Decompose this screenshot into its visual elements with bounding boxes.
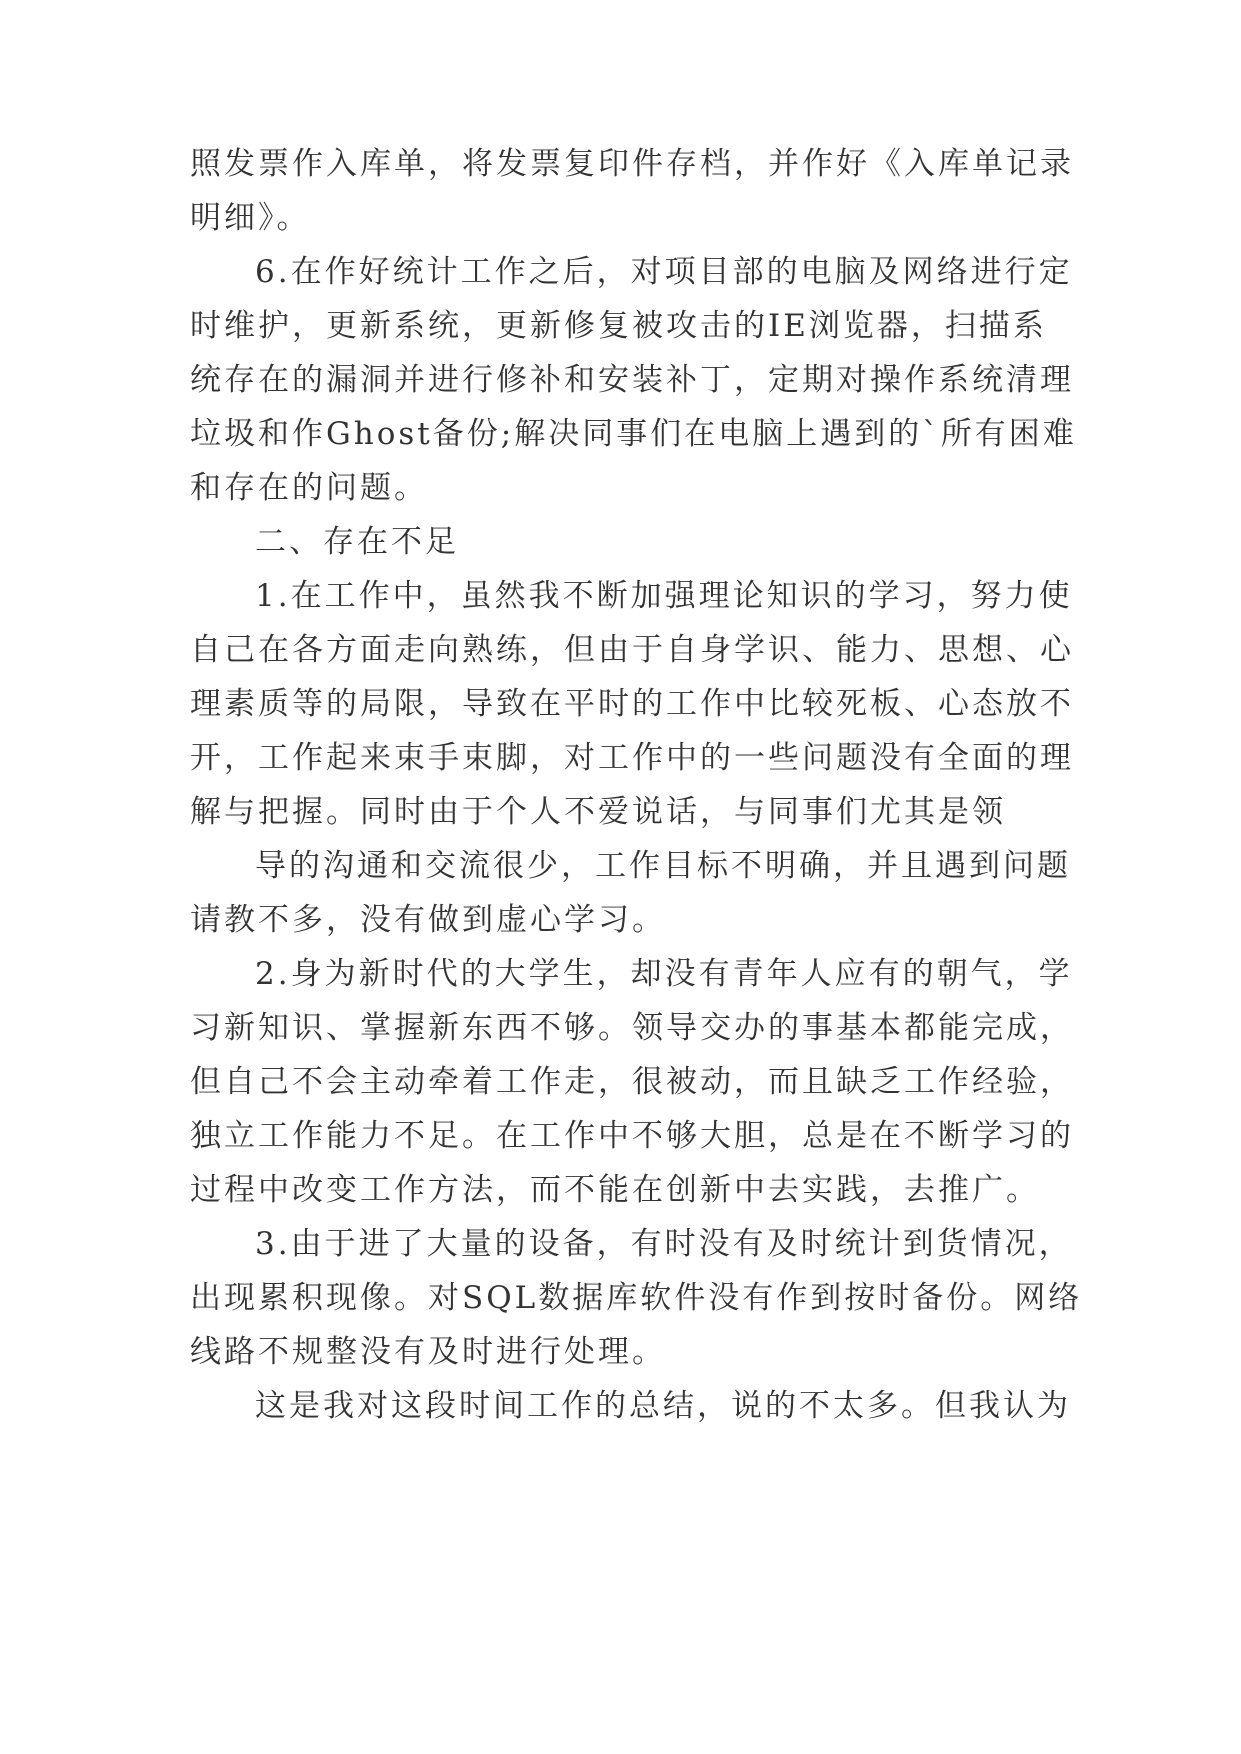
text-line: 独立工作能力不足。在工作中不够大胆，总是在不断学习的	[190, 1118, 1074, 1154]
text-line: 解与把握。同时由于个人不爱说话，与同事们尤其是领	[190, 794, 1006, 830]
text-line: 1.在工作中，虽然我不断加强理论知识的学习，努力使	[255, 578, 1073, 614]
text-line: 照发票作入库单，将发票复印件存档，并作好《入库单记录	[190, 146, 1074, 182]
section-heading: 二、存在不足	[255, 524, 459, 560]
text-line: 习新知识、掌握新东西不够。领导交办的事基本都能完成，	[190, 1010, 1074, 1046]
text-line: 2.身为新时代的大学生，却没有青年人应有的朝气，学	[255, 956, 1073, 992]
text-line: 请教不多，没有做到虚心学习。	[190, 902, 666, 938]
text-line: 自己在各方面走向熟练，但由于自身学识、能力、思想、心	[190, 632, 1074, 668]
text-line: 明细》。	[190, 200, 311, 236]
text-line: 3.由于进了大量的设备，有时没有及时统计到货情况，	[255, 1226, 1073, 1262]
text-line: 垃圾和作Ghost备份;解决同事们在电脑上遇到的`所有困难	[190, 416, 1077, 452]
text-line: 6.在作好统计工作之后，对项目部的电脑及网络进行定	[255, 254, 1073, 290]
text-line: 和存在的问题。	[190, 470, 428, 506]
text-line: 但自己不会主动牵着工作走，很被动，而且缺乏工作经验，	[190, 1064, 1074, 1100]
text-line: 开，工作起来束手束脚，对工作中的一些问题没有全面的理	[190, 740, 1074, 776]
text-line: 线路不规整没有及时进行处理。	[190, 1334, 666, 1370]
text-line: 导的沟通和交流很少，工作目标不明确，并且遇到问题	[255, 848, 1071, 884]
text-line: 统存在的漏洞并进行修补和安装补丁，定期对操作系统清理	[190, 362, 1074, 398]
text-line: 出现累积现像。对SQL数据库软件没有作到按时备份。网络	[190, 1280, 1083, 1316]
text-line: 这是我对这段时间工作的总结，说的不太多。但我认为	[255, 1388, 1071, 1424]
text-line: 过程中改变工作方法，而不能在创新中去实践，去推广。	[190, 1172, 1040, 1208]
text-line: 理素质等的局限，导致在平时的工作中比较死板、心态放不	[190, 686, 1074, 722]
text-line: 时维护，更新系统，更新修复被攻击的IE浏览器，扫描系	[190, 308, 1047, 344]
